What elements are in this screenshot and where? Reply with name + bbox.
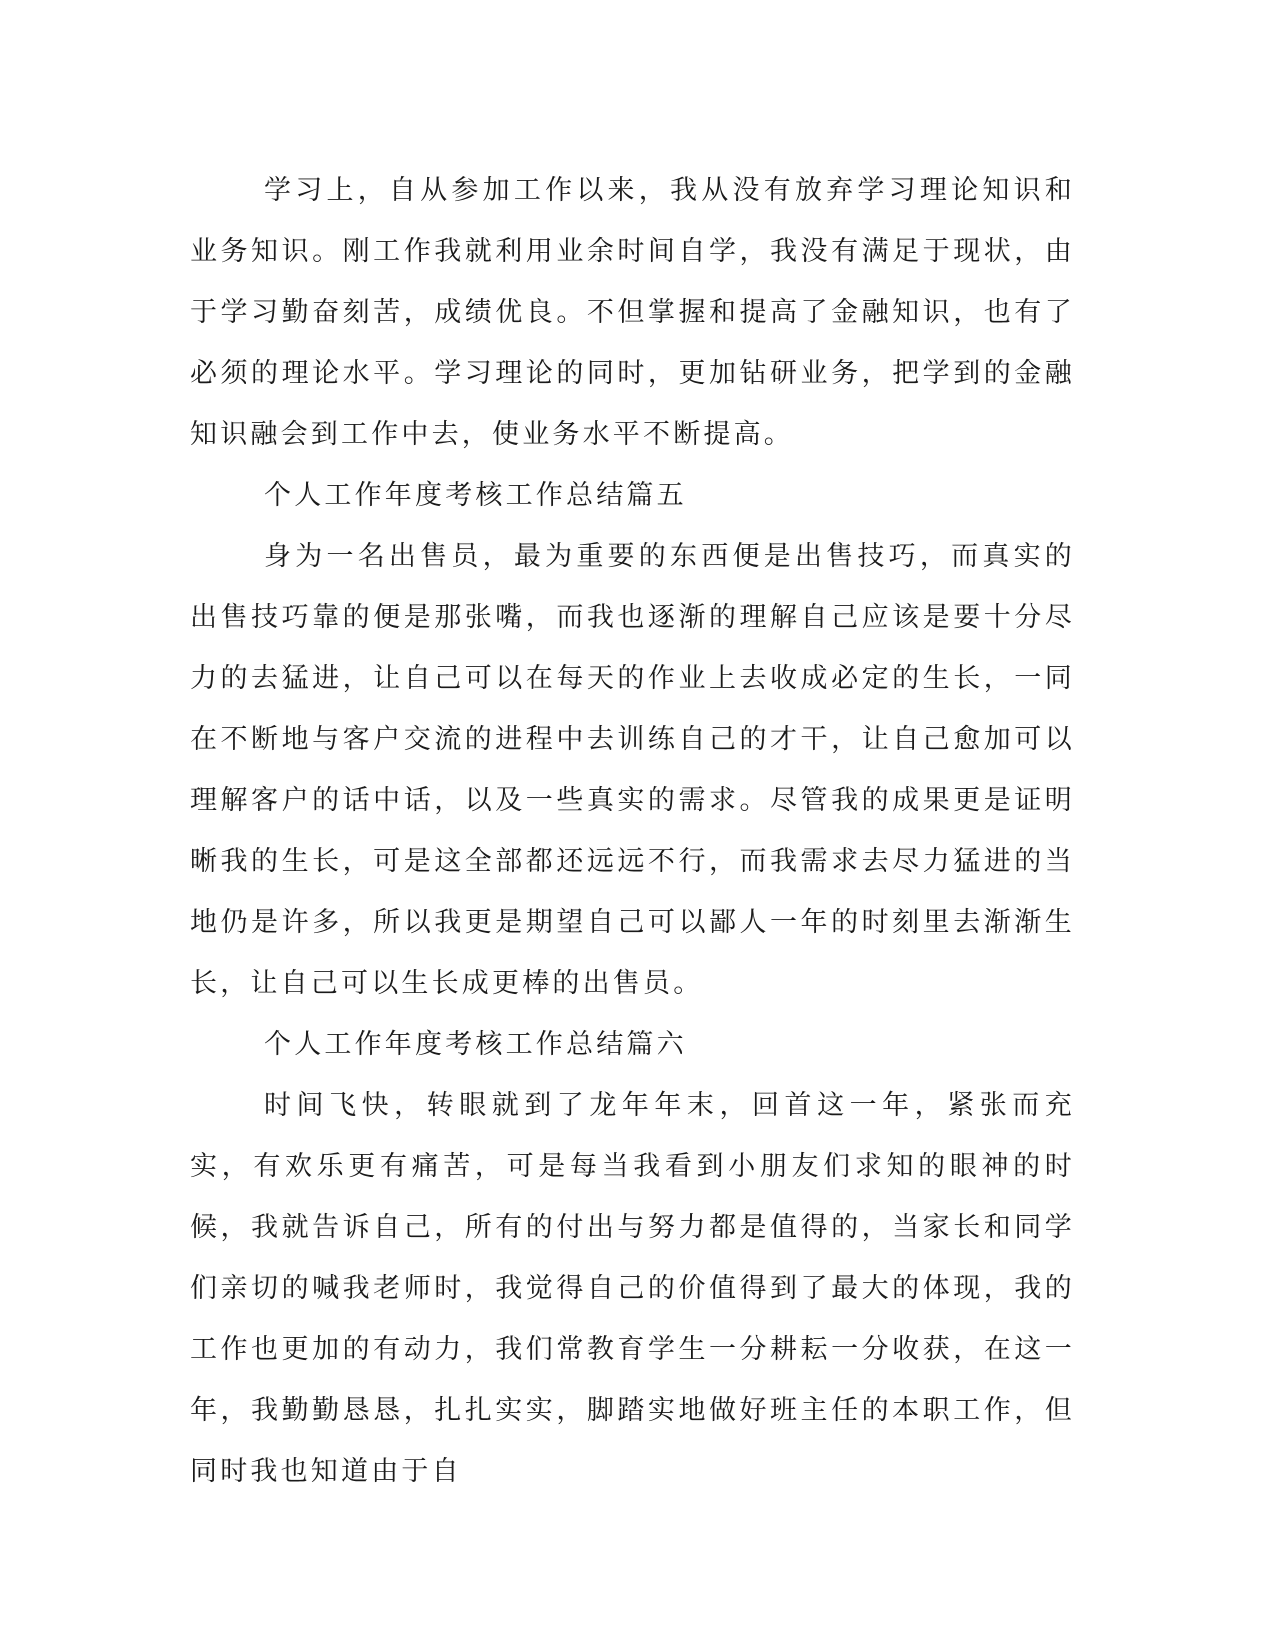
document-body xyxy=(190,160,1075,1502)
paragraph-salesperson: 身为一名出售员，最为重要的东西便是出售技巧，而真实的出售技巧靠的便是那张嘴，而我也逐渐的理解自己应该是要十分尽力的去猛进，让自己可以在每天的作业上去收成必定的生长，一同在不断地与客户交流的进程中去训练自己的才干，让自己愈加可以理解客户的话中话，以及一些真实的需求。尽管我的成果更是证明晰我的生长，可是这全部都还远远不行，而我需求去尽力猛进的当地仍是许多，所以我更是期望自己可以鄙人一年的时刻里去渐渐生长，让自己可以生长成更棒的出售员。 xyxy=(190,541,1075,999)
section-heading-five: 个人工作年度考核工作总结篇五 xyxy=(264,480,687,511)
section-heading-six: 个人工作年度考核工作总结篇六 xyxy=(264,1029,687,1060)
paragraph-study: 学习上，自从参加工作以来，我从没有放弃学习理论知识和业务知识。刚工作我就利用业余时间自学，我没有满足于现状，由于学习勤奋刻苦，成绩优良。不但掌握和提高了金融知识，也有了必须的理论水平。学习理论的同时，更加钻研业务，把学到的金融知识融会到工作中去，使业务水平不断提高。 xyxy=(190,175,1075,450)
paragraph-teacher: 时间飞快，转眼就到了龙年年末，回首这一年，紧张而充实，有欢乐更有痛苦，可是每当我看到小朋友们求知的眼神的时候，我就告诉自己，所有的付出与努力都是值得的，当家长和同学们亲切的喊我老师时，我觉得自己的价值得到了最大的体现，我的工作也更加的有动力，我们常教育学生一分耕耘一分收获，在这一年，我勤勤恳恳，扎扎实实，脚踏实地做好班主任的本职工作，但同时我也知道由于自 xyxy=(190,1090,1075,1487)
